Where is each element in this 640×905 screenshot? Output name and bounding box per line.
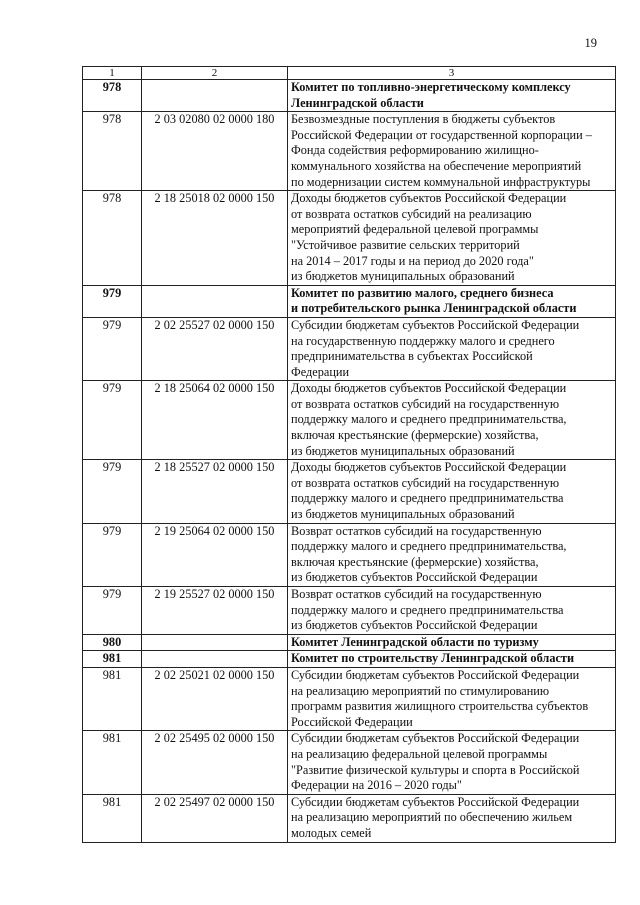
income-description-cell: Доходы бюджетов субъектов Российской Федерации от возврата остатков субсидий на государственную поддержку малого и среднего предпринимательства, включая крестьянские (фермерские) хозяйства, из бюджетов муниципальных образований [288,381,616,460]
budget-classification-code-cell: 2 02 25021 02 0000 150 [142,667,288,730]
column-number-row [83,67,616,80]
budget-classification-code-cell: 2 03 02080 02 0000 180 [142,112,288,191]
table-row [83,191,616,286]
admin-code-cell: 979 [83,317,142,380]
table-row [83,667,616,730]
income-description-cell: Комитет по развитию малого, среднего бизнеса и потребительского рынка Ленинградской области [288,285,616,317]
admin-code-cell: 979 [83,587,142,635]
admin-code-cell: 981 [83,794,142,842]
budget-classification-code-cell: 2 02 25497 02 0000 150 [142,794,288,842]
table-row [83,460,616,523]
table-row [83,317,616,380]
admin-code-cell: 978 [83,191,142,286]
admin-code-cell: 981 [83,731,142,794]
income-description-cell: Комитет по топливно-энергетическому комплексу Ленинградской области [288,80,616,112]
column-number-2: 2 [142,67,288,80]
budget-classification-code-cell: 2 19 25064 02 0000 150 [142,523,288,586]
admin-code-cell: 979 [83,381,142,460]
income-description-cell: Субсидии бюджетам субъектов Российской Федерации на реализацию мероприятий по стимулированию программ развития жилищного строительства субъектов Российской Федерации [288,667,616,730]
table-row [83,731,616,794]
income-description-cell: Субсидии бюджетам субъектов Российской Федерации на государственную поддержку малого и среднего предпринимательства в субъектах Российской Федерации [288,317,616,380]
admin-code-cell: 979 [83,285,142,317]
budget-classification-code-cell: 2 18 25064 02 0000 150 [142,381,288,460]
income-description-cell: Субсидии бюджетам субъектов Российской Федерации на реализацию мероприятий по обеспечению жильем молодых семей [288,794,616,842]
admin-code-cell: 981 [83,651,142,668]
table-row [83,794,616,842]
admin-code-cell: 978 [83,80,142,112]
table-body [83,67,616,843]
budget-classification-code-cell: 2 19 25527 02 0000 150 [142,587,288,635]
column-number-3: 3 [288,67,616,80]
income-description-cell: Комитет по строительству Ленинградской области [288,651,616,668]
income-description-cell: Доходы бюджетов субъектов Российской Федерации от возврата остатков субсидий на государственную поддержку малого и среднего предпринимательства из бюджетов муниципальных образований [288,460,616,523]
income-description-cell: Комитет Ленинградской области по туризму [288,634,616,651]
budget-classification-code-cell [142,651,288,668]
budget-classification-code-cell: 2 18 25527 02 0000 150 [142,460,288,523]
income-description-cell: Безвозмездные поступления в бюджеты субъектов Российской Федерации от государственной корпорации – Фонда содействия реформированию жилищно- коммунального хозяйства на обеспечение мероприятий по модернизации систем коммунальной инфраструктуры [288,112,616,191]
budget-codes-table [82,66,616,843]
admin-code-cell: 980 [83,634,142,651]
income-description-cell: Субсидии бюджетам субъектов Российской Федерации на реализацию федеральной целевой программы "Развитие физической культуры и спорта в Российской Федерации на 2016 – 2020 годы" [288,731,616,794]
page-number: 19 [584,36,597,50]
income-description-cell: Возврат остатков субсидий на государственную поддержку малого и среднего предпринимательства, включая крестьянские (фермерские) хозяйства, из бюджетов субъектов Российской Федерации [288,523,616,586]
department-heading-row [83,285,616,317]
admin-code-cell: 978 [83,112,142,191]
column-number-1: 1 [83,67,142,80]
table-row [83,523,616,586]
table-row [83,112,616,191]
admin-code-cell: 979 [83,460,142,523]
budget-classification-code-cell: 2 02 25495 02 0000 150 [142,731,288,794]
table-row [83,381,616,460]
budget-classification-code-cell: 2 18 25018 02 0000 150 [142,191,288,286]
budget-classification-code-cell: 2 02 25527 02 0000 150 [142,317,288,380]
table-row [83,587,616,635]
department-heading-row [83,80,616,112]
budget-classification-code-cell [142,80,288,112]
department-heading-row [83,634,616,651]
admin-code-cell: 981 [83,667,142,730]
budget-classification-code-cell [142,285,288,317]
budget-classification-code-cell [142,634,288,651]
admin-code-cell: 979 [83,523,142,586]
income-description-cell: Возврат остатков субсидий на государственную поддержку малого и среднего предпринимательства из бюджетов субъектов Российской Федерации [288,587,616,635]
income-description-cell: Доходы бюджетов субъектов Российской Федерации от возврата остатков субсидий на реализацию мероприятий федеральной целевой программы "Устойчивое развитие сельских территорий на 2014 – 2017 годы и на период до 2020 года" из бюджетов муниципальных образований [288,191,616,286]
department-heading-row [83,651,616,668]
